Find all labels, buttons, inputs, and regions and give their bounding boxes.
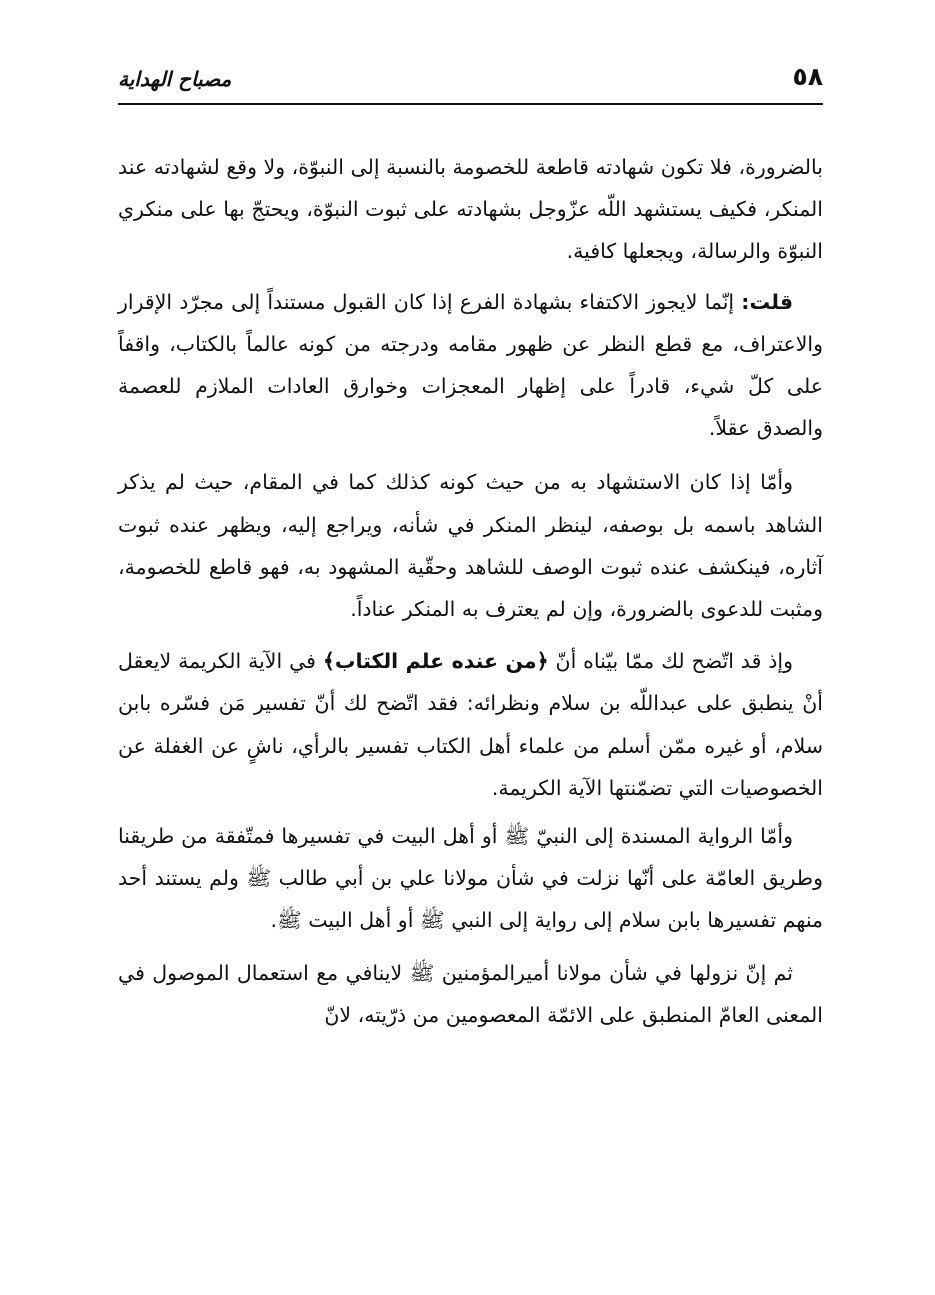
page-number: ٥٨ [792, 62, 823, 91]
body-text [118, 146, 823, 1036]
paragraph [118, 146, 823, 273]
paragraph-text: وإذ قد اتّضح لك ممّا بيّناه أنّ [548, 649, 793, 674]
paragraph-text: وأمّا الرواية المسندة إلى النبيّ ﷺ أو أهل البيت في تفسيرها فمتّفقة من طريقنا وطريق العامّة على أنّها نزلت في شأن مولانا علي بن أبي طالب ﷺ ولم يستند أحد منهم تفسيرها بابن سلام إلى رواية إلى النبي ﷺ أو أهل البيت ﷺ. [118, 824, 823, 933]
paragraph [118, 461, 823, 630]
paragraph [118, 952, 823, 1036]
paragraph-text: إنّما لايجوز الاكتفاء بشهادة الفرع إذا كان القبول مستنداً إلى مجرّد الإقرار والاعتراف، مع قطع النظر عن ظهور مقامه ودرجته من كونه عالماً بالكتاب، واقفاً على كلّ شيء، قادراً على إظهار المعجزات وخوارق العادات الملازم للعصمة والصدق عقلاً. [118, 289, 823, 441]
header-rule [118, 103, 823, 105]
running-title: مصباح الهداية [118, 67, 232, 91]
quran-quote: ﴿من عنده علم الكتاب﴾ [322, 649, 549, 674]
paragraph-lead: قلت: [741, 289, 793, 314]
paragraph-text: ثم إنّ نزولها في شأن مولانا أميرالمؤمنين ﷺ لاينافي مع استعمال الموصول في المعنى العامّ المنطبق على الائمّة المعصومين من ذرّيته، لانّ [118, 960, 823, 1027]
paragraph [118, 281, 823, 450]
paragraph-text: بالضرورة، فلا تكون شهادته قاطعة للخصومة بالنسبة إلى النبوّة، ولا وقع لشهادته عند المنكر، فكيف يستشهد اللّه عزّوجل بشهادته على ثبوت النبوّة، ويحتجّ بها على منكري النبوّة والرسالة، ويجعلها كافية. [118, 155, 823, 264]
paragraph-text: وأمّا إذا كان الاستشهاد به من حيث كونه كذلك كما في المقام، حيث لم يذكر الشاهد باسمه بل بوصفه، لينظر المنكر في شأنه، ويراجع إليه، ويظهر عنده ثبوت آثاره، فينكشف عنده ثبوت الوصف للشاهد وحقّية المشهود به، فهو قاطع للخصومة، ومثبت للدعوى بالضرورة، وإن لم يعترف به المنكر عناداً. [118, 470, 823, 622]
page-header [118, 60, 823, 100]
paragraph [118, 640, 823, 809]
paragraph-text: في الآية الكريمة لايعقل أنْ ينطبق على عبداللّه بن سلام ونظرائه: فقد اتّضح لك أنّ تفسير مَن فسّره بابن سلام، أو غيره ممّن أسلم من علماء أهل الكتاب تفسير بالرأي، ناشٍ عن الغفلة عن الخصوصيات التي تضمّنتها الآية الكريمة. [118, 649, 823, 800]
paragraph [118, 815, 823, 942]
